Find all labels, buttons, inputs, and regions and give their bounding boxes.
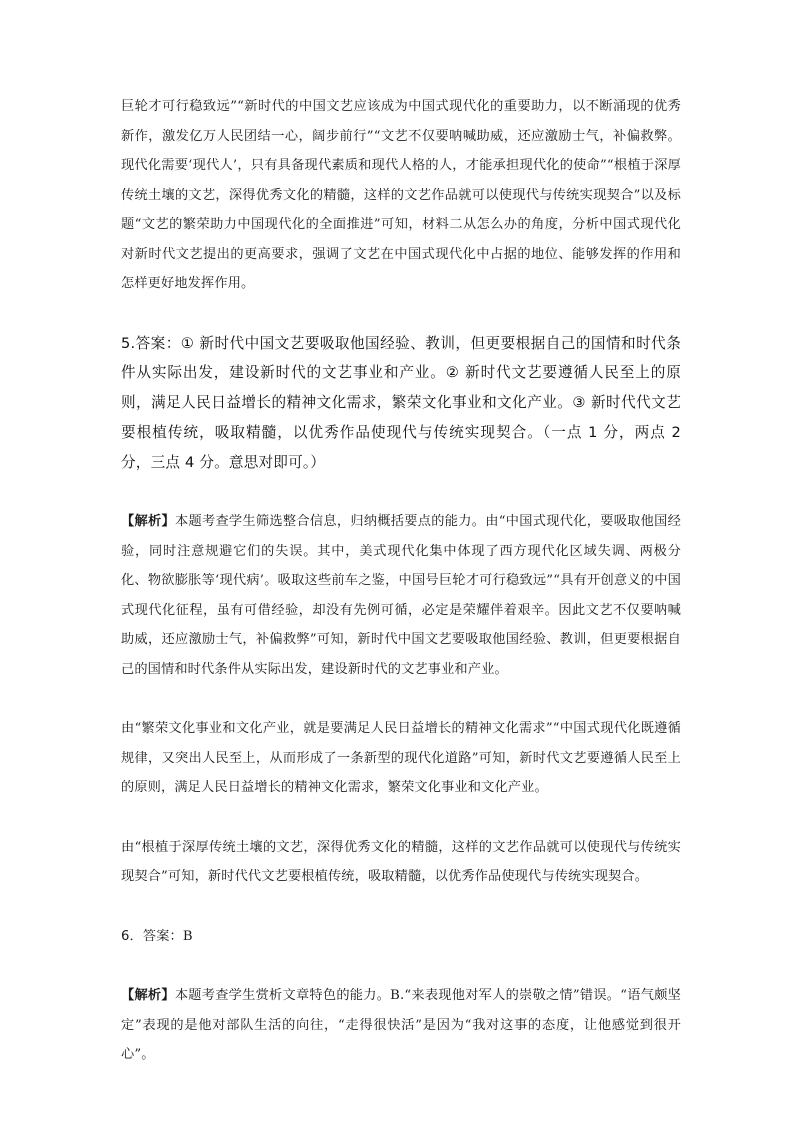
analysis-tag: 【解析】 — [121, 988, 175, 1004]
analysis-5-point-3: 由“根植于深厚传统土壤的文艺，深得优秀文化的精髓，这样的文艺作品就可以使现代与传统实现契合”可知，新时代代文艺要根植传统，吸取精髓，以优秀作品使现代与传统实现契合。 — [121, 839, 681, 885]
answer-6-label: 6．答案： — [121, 928, 183, 944]
document-page — [121, 92, 681, 1070]
analysis-5-paragraph — [121, 507, 681, 684]
analysis-5-point-2: 由“繁荣文化事业和文化产业，就是要满足人民日益增长的精神文化需求”“中国式现代化既遵循规律，又突出人民至上，从而形成了一条新型的现代化道路”可知，新时代文艺要遵循人民至上的原则，满足人民日益增长的精神文化需求，繁荣文化事业和文化产业。 — [121, 721, 681, 796]
analysis-tag: 【解析】 — [121, 514, 175, 530]
answer-6-paragraph — [121, 922, 681, 952]
analysis-6-paragraph — [121, 981, 681, 1070]
answer-6-value: B — [182, 928, 193, 944]
answer-5-paragraph: 5.答案：① 新时代中国文艺要吸取他国经验、教训，但更要根据自己的国情和时代条件从实际出发，建设新时代的文艺事业和产业。② 新时代文艺要遵循人民至上的原则，满足人民日益增长的精神文化需求，繁荣文化事业和文化产业。③ 新时代代文艺要根植传统，吸取精髓，以优秀作品使现代与传统实现契合。（一点 1 分，两点 2 分，三点 4 分。意思对即可。） — [121, 334, 681, 471]
analysis-5-text: 本题考查学生筛选整合信息，归纳概括要点的能力。由“中国式现代化，要吸取他国经验，同时注意规避它们的失误。其中，美式现代化集中体现了西方现代化区域失调、两极分化、物欲膨胀等‘现代病’。吸取这些前车之鉴，中国号巨轮才可行稳致远”“具有开创意义的中国式现代化征程，虽有可借经验，却没有先例可循，必定是荣耀伴着艰辛。因此文艺不仅要呐喊助威，还应激励士气，补偏救弊”可知，新时代中国文艺要吸取他国经验、教训，但更要根据自己的国情和时代条件从实际出发，建设新时代的文艺事业和产业。 — [121, 514, 681, 677]
analysis-paragraph-continued: 巨轮才可行稳致远”“新时代的中国文艺应该成为中国式现代化的重要助力，以不断涌现的优秀新作，激发亿万人民团结一心，阔步前行”“文艺不仅要呐喊助威，还应激励士气，补偏救弊。现代化需要‘现代人’，只有具备现代素质和现代人格的人，才能承担现代化的使命”“根植于深厚传统土壤的文艺，深得优秀文化的精髓，这样的文艺作品就可以使现代与传统实现契合”以及标题“文艺的繁荣助力中国现代化的全面推进”可知，材料二从怎么办的角度，分析中国式现代化对新时代文艺提出的更高要求，强调了文艺在中国式现代化中占据的地位、能够发挥的作用和怎样更好地发挥作用。 — [121, 99, 681, 291]
analysis-6-text: 本题考查学生赏析文章特色的能力。B.“来表现他对军人的崇敬之情”错误。“语气颇坚定”表现的是他对部队生活的向往，“走得很快活”是因为“我对这事的态度，让他感觉到很开心”。 — [121, 988, 681, 1063]
